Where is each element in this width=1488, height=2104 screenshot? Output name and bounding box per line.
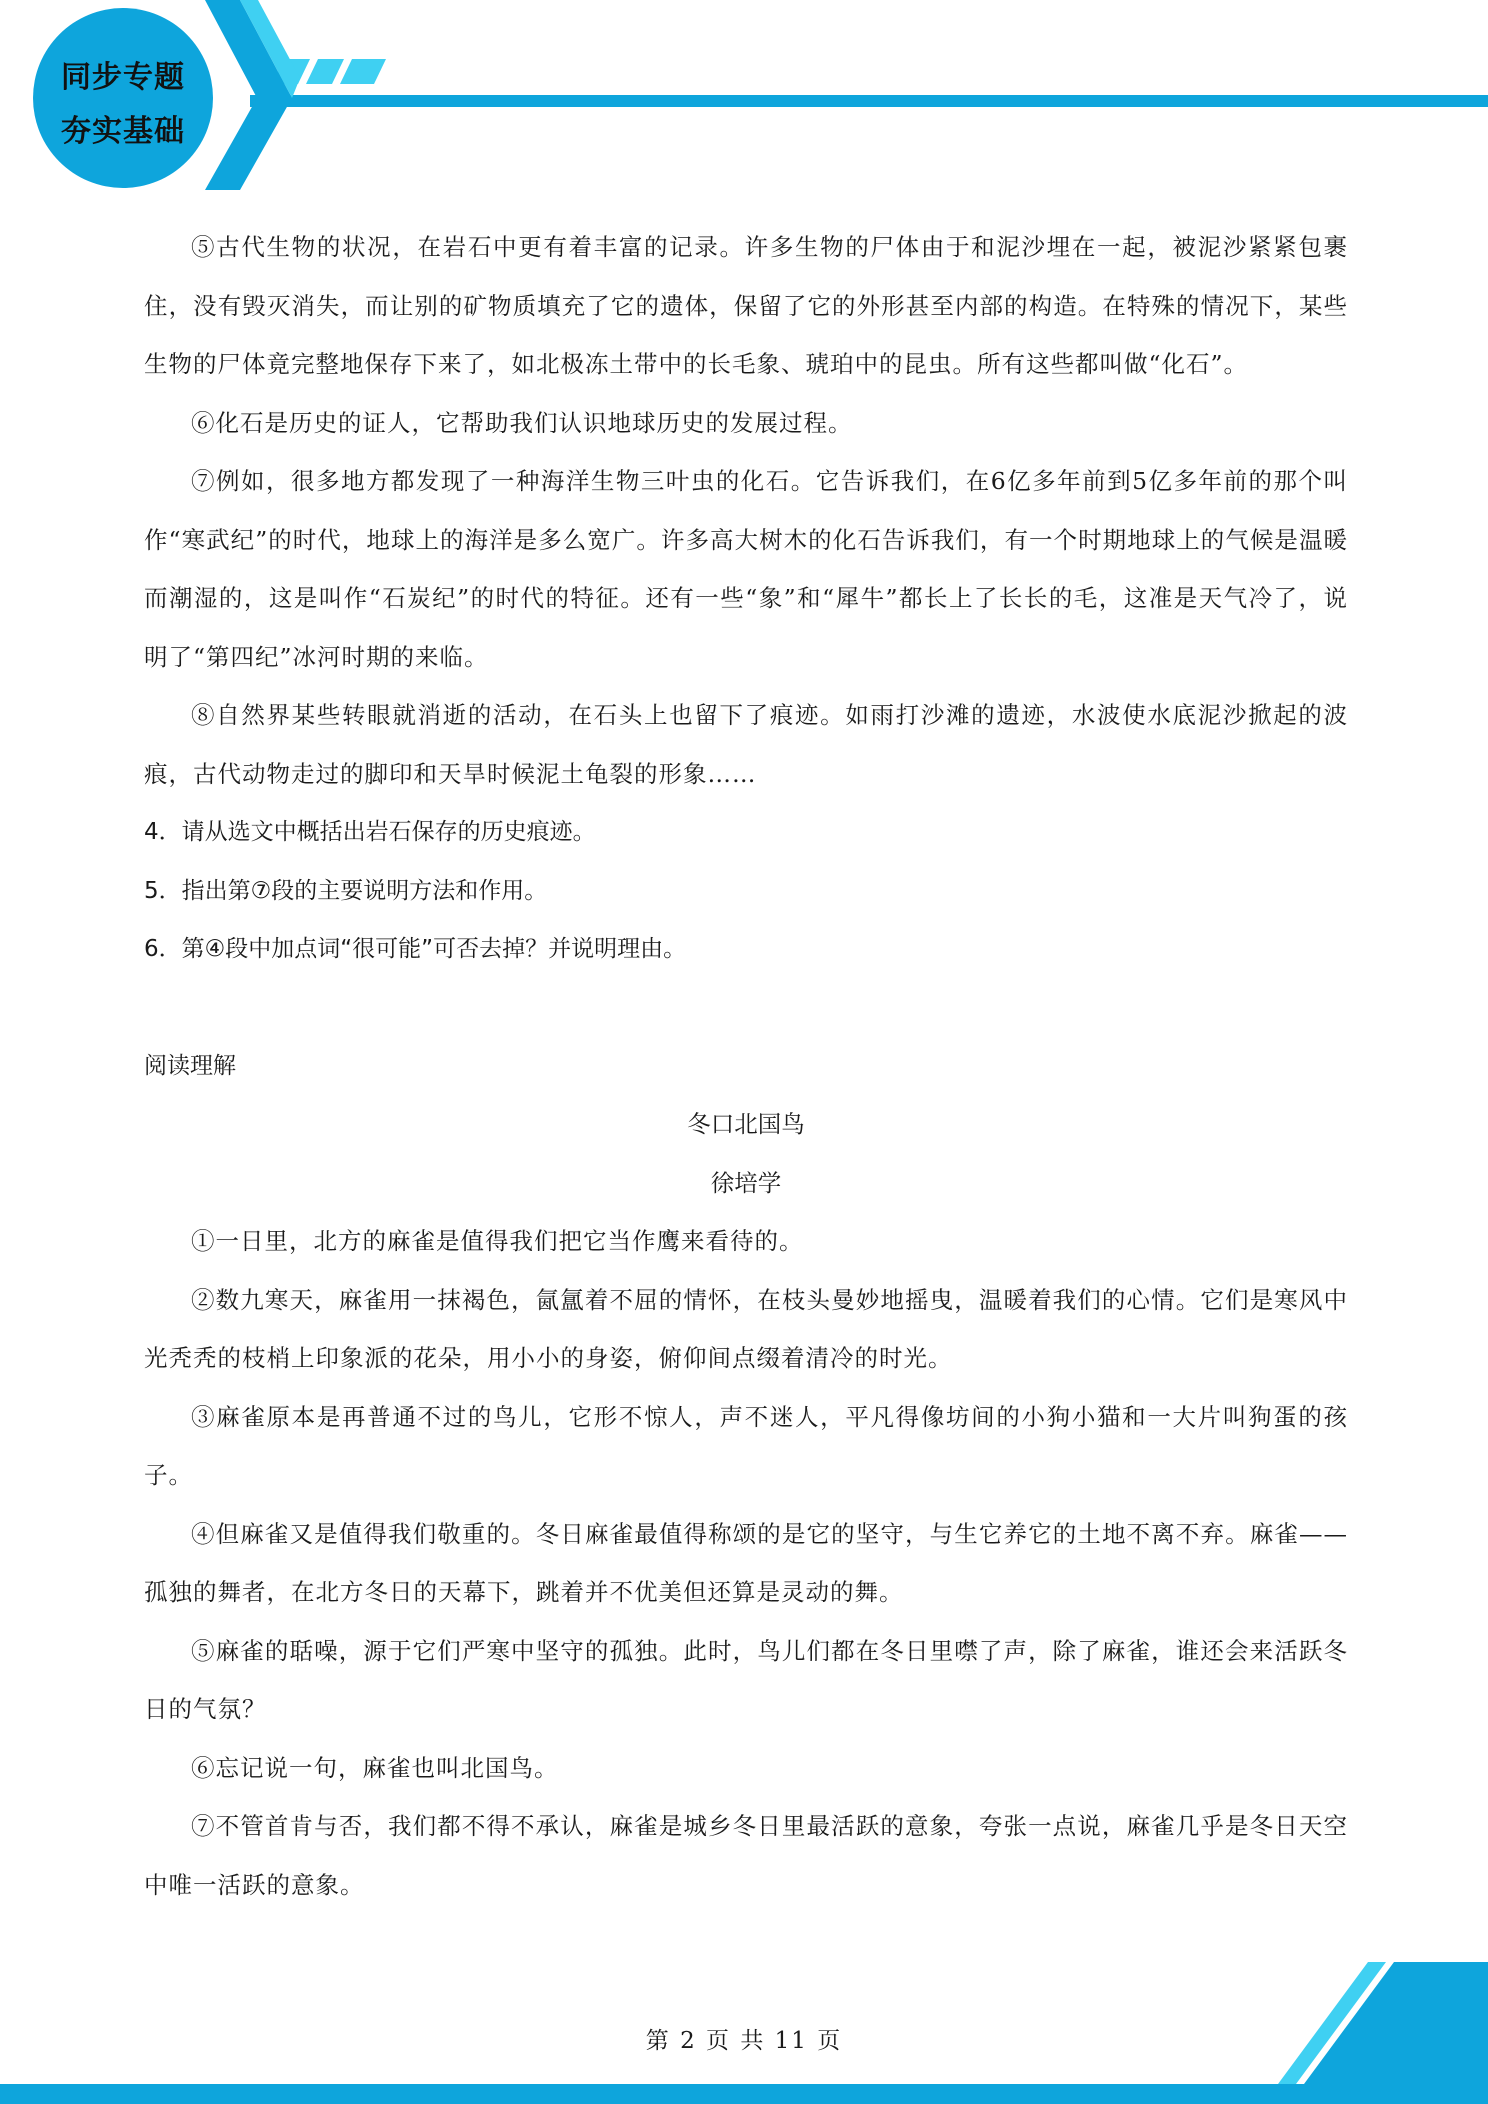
passage-paragraph-6: ⑥化石是历史的证人，它帮助我们认识地球历史的发展过程。 [191,408,853,437]
article-title: 冬口北国鸟 [687,1110,805,1138]
article-paragraph-4: ④但麻雀又是值得我们敬重的。冬日麻雀最值得称颂的是它的坚守，与生它养它的土地不离不弃。麻雀——孤独的舞者，在北方冬日的天幕下，跳着并不优美但还算是灵动的舞。 [144,1519,1348,1606]
article-paragraph-5: ⑤麻雀的聒噪，源于它们严寒中坚守的孤独。此时，鸟儿们都在冬日里噤了声，除了麻雀，谁还会来活跃冬日的气氛？ [144,1636,1348,1723]
article-paragraph-3: ③麻雀原本是再普通不过的鸟儿，它形不惊人，声不迷人，平凡得像坊间的小狗小猫和一大片叫狗蛋的孩子。 [144,1402,1348,1489]
header-badge-circle [33,8,213,188]
passage-paragraph-5: ⑤古代生物的状况，在岩石中更有着丰富的记录。许多生物的尸体由于和泥沙埋在一起，被泥沙紧紧包裹住，没有毁灭消失，而让别的矿物质填充了它的遗体，保留了它的外形甚至内部的构造。在特殊的情况下，某些生物的尸体竟完整地保存下来了，如北极冻土带中的长毛象、琥珀中的昆虫。所有这些都叫做“化石”。 [144,233,1348,378]
article-paragraph-2: ②数九寒天，麻雀用一抹褐色，氤氲着不屈的情怀，在枝头曼妙地摇曳，温暖着我们的心情。它们是寒风中光秃秃的枝梢上印象派的花朵，用小小的身姿，俯仰间点缀着清冷的时光。 [144,1285,1348,1372]
article-paragraph-1: ①一日里，北方的麻雀是值得我们把它当作鹰来看待的。 [191,1227,804,1255]
question-4: 4．请从选文中概括出岩石保存的历史痕迹。 [144,819,596,845]
document-body [144,218,1348,1914]
badge-line-1: 同步专题 [61,60,185,95]
question-5: 5．指出第⑦段的主要说明方法和作用。 [144,877,548,904]
header-decoration [0,0,1488,200]
page-number: 第 2 页 共 11 页 [645,2028,843,2054]
passage-paragraph-7: ⑦例如，很多地方都发现了一种海洋生物三叶虫的化石。它告诉我们，在6亿多年前到5亿多年前的那个叫作“寒武纪”的时代，地球上的海洋是多么宽广。许多高大树木的化石告诉我们，有一个时期地球上的气候是温暖而潮湿的，这是叫作“石炭纪”的时代的特征。还有一些“象”和“犀牛”都长上了长长的毛，这准是天气冷了，说明了“第四纪”冰河时期的来临。 [144,467,1348,671]
section-heading: 阅读理解 [144,1052,236,1079]
header-stripe-3 [340,59,386,84]
header-stripe-2 [306,59,344,84]
article-paragraph-7: ⑦不管首肯与否，我们都不得不承认，麻雀是城乡冬日里最活跃的意象，夸张一点说，麻雀几乎是冬日天空中唯一活跃的意象。 [144,1812,1348,1899]
question-6: 6．第④段中加点词“很可能”可否去掉？并说明理由。 [144,936,687,962]
header-band [250,95,1488,107]
header-chevron [205,0,292,190]
passage-paragraph-8: ⑧自然界某些转眼就消逝的活动，在石头上也留下了痕迹。如雨打沙滩的遗迹，水波使水底泥沙掀起的波痕，古代动物走过的脚印和天旱时候泥土龟裂的形象…… [144,701,1348,788]
badge-line-2: 夯实基础 [61,114,185,149]
footer-band [0,2084,1488,2104]
article-paragraph-6: ⑥忘记说一句，麻雀也叫北国鸟。 [191,1753,559,1782]
article-author: 徐培学 [710,1168,782,1197]
